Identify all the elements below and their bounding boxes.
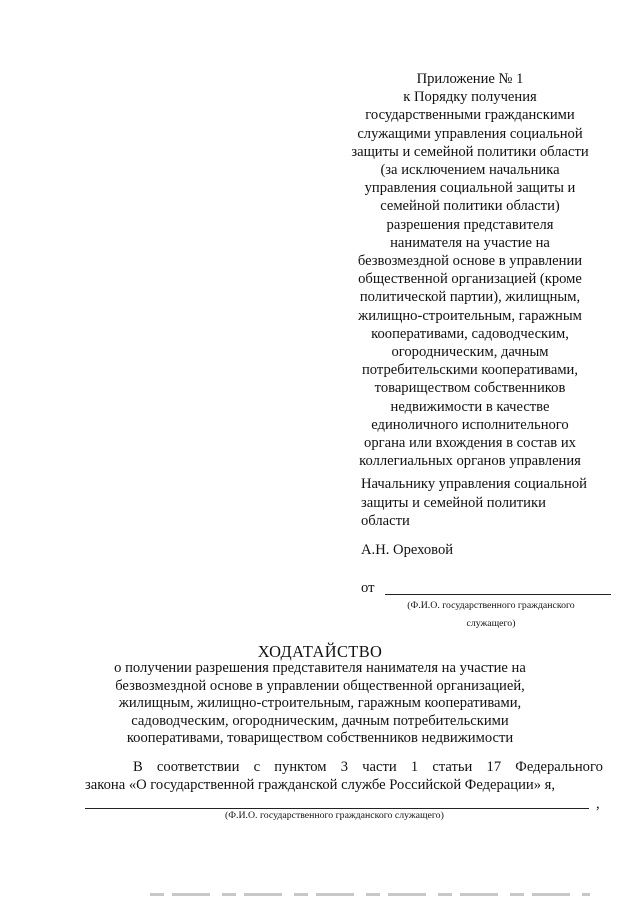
subject-line: жилищным, жилищно-строительным, гаражным кооперативами,	[118, 695, 522, 712]
body-word: статьи	[432, 759, 473, 775]
subject-line: садоводческим, огородническим, дачным потребительскими	[131, 712, 509, 729]
appendix-header	[338, 70, 602, 470]
appendix-line: единоличного исполнительного	[371, 416, 569, 433]
addressee-line: Начальнику управления социальной	[361, 476, 587, 492]
addressee-line: защиты и семейной политики	[361, 494, 546, 511]
appendix-line: Приложение № 1	[416, 71, 524, 87]
addressee-block	[361, 475, 611, 559]
from-caption-line: (Ф.И.О. государственного гражданского	[407, 600, 575, 611]
from-fill-line	[385, 594, 611, 595]
subject-line: о получении разрешения представителя нанимателя на участие на	[114, 660, 526, 676]
fio-fill-line	[85, 808, 589, 809]
appendix-line: органа или вхождения в состав их	[364, 435, 576, 452]
fio-caption: (Ф.И.О. государственного гражданского служащего)	[225, 810, 444, 821]
appendix-line: разрешения представителя	[386, 216, 554, 233]
body-word: Федерального	[515, 759, 603, 775]
body-word: с	[253, 759, 261, 775]
subject-line: безвозмездной основе в управлении общественной организацией,	[115, 677, 525, 694]
appendix-line: коллегиальных органов управления	[359, 453, 581, 470]
document-subject	[100, 660, 540, 748]
scan-artifact-line	[150, 893, 590, 896]
addressee-position	[361, 475, 611, 531]
subject-line: кооперативами, товариществом собственников недвижимости	[126, 730, 514, 747]
appendix-line: кооперативами, садоводческим,	[371, 325, 569, 342]
document-title: ХОДАТАЙСТВО	[257, 642, 383, 661]
appendix-line: управления социальной защиты и	[364, 180, 576, 197]
body-word: части	[362, 759, 397, 775]
appendix-line: товариществом собственников	[374, 380, 566, 397]
body-word: 1	[410, 759, 419, 775]
appendix-line: государственными гражданскими	[365, 107, 575, 124]
body-word: 3	[340, 759, 348, 775]
appendix-line: общественной организацией (кроме	[358, 271, 582, 288]
appendix-line: безвозмездной основе в управлении	[357, 253, 583, 270]
appendix-line: служащими управления социальной	[357, 125, 583, 142]
appendix-line: (за исключением начальника	[380, 162, 560, 179]
from-caption-line: служащего)	[466, 618, 516, 629]
appendix-line: жилищно-строительным, гаражным	[358, 307, 582, 324]
appendix-line: защиты и семейной политики области	[351, 143, 589, 160]
body-paragraph-line-1	[133, 759, 603, 776]
appendix-line: к Порядку получения	[403, 89, 537, 106]
appendix-line: потребительскими кооперативами,	[361, 362, 579, 379]
addressee-line: области	[361, 513, 410, 530]
body-word: соответствии	[156, 759, 240, 775]
body-word: 17	[486, 759, 502, 775]
body-word: В	[133, 759, 143, 775]
from-label: от	[361, 580, 375, 596]
appendix-line: семейной политики области)	[380, 198, 560, 215]
appendix-line: нанимателя на участие на	[390, 234, 550, 251]
addressee-name: А.Н. Ореховой	[361, 541, 454, 558]
body-word: пунктом	[274, 759, 327, 775]
from-caption	[380, 597, 602, 633]
appendix-line: огородническим, дачным	[391, 344, 549, 361]
appendix-line: политической партии), жилищным,	[359, 289, 581, 306]
appendix-line: недвижимости в качестве	[390, 398, 550, 415]
fio-comma: ,	[596, 796, 600, 812]
body-paragraph-line-2: закона «О государственной гражданской службе Российской Федерации» я,	[85, 777, 556, 793]
